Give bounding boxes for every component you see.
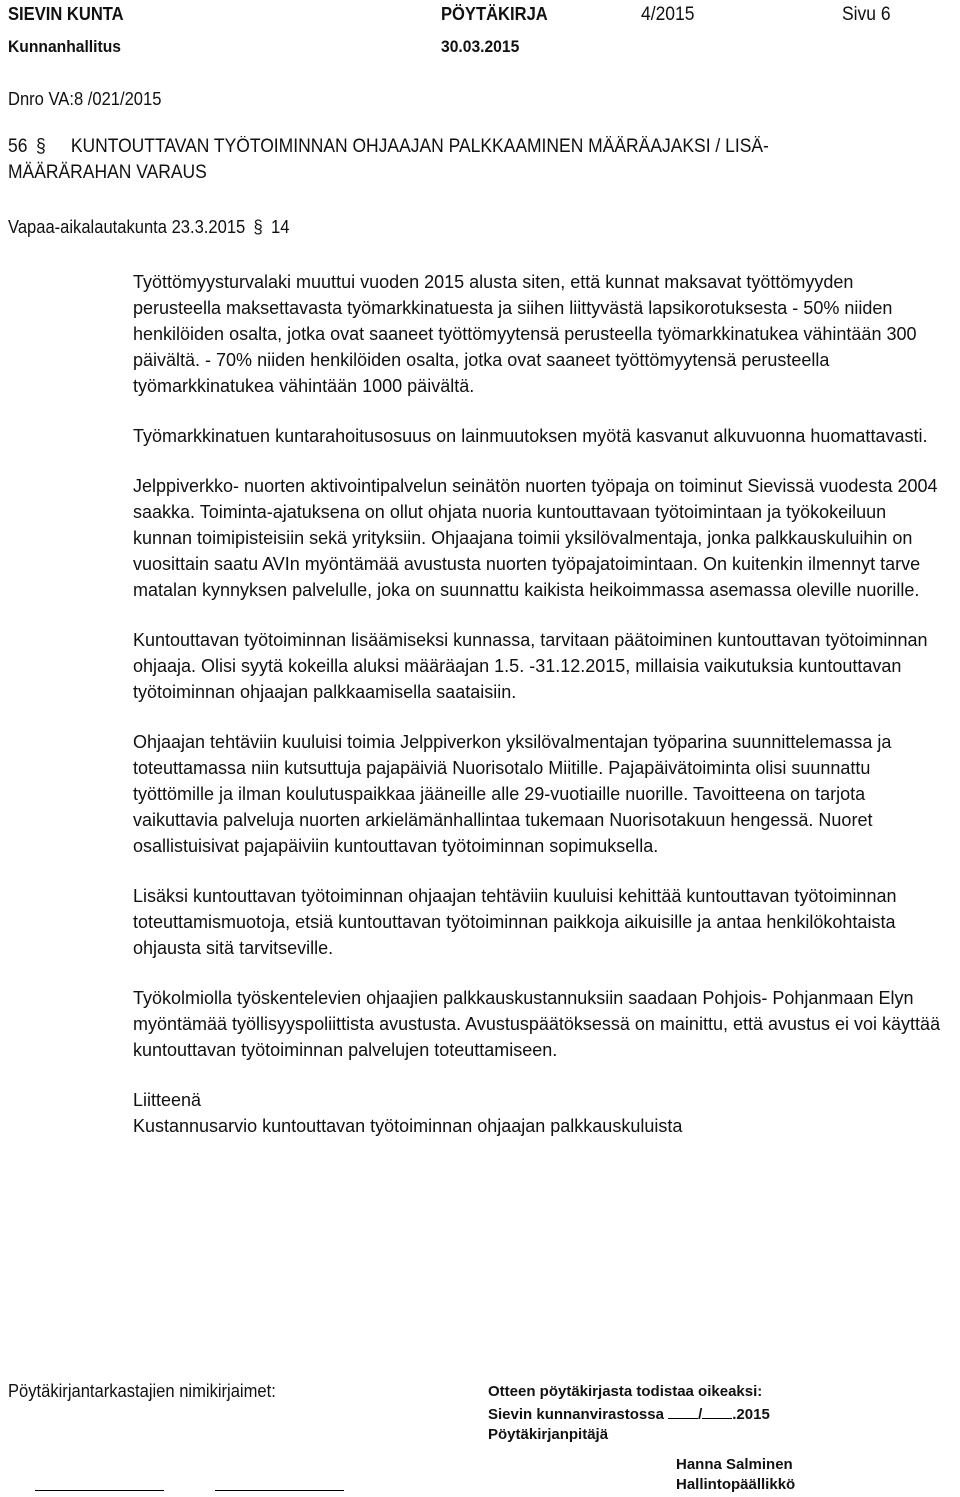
paragraph-7: Työkolmiolla työskentelevien ohjaajien palkkauskustannuksiin saadaan Pohjois- Pohjanmaan Elyn myöntämää työllisyyspoliittista avustusta. Avustuspäätöksessä on mainittu, että avustus ei voi käyttää kuntouttavan työtoiminnan palvelujen toteuttamiseen. bbox=[133, 988, 941, 1060]
paragraph-5: Ohjaajan tehtäviin kuuluisi toimia Jelppiverkon yksilövalmentajan työparina suunnittelemassa ja toteuttamassa niin kutsuttuja pajapäiviä Nuorisotalo Miitille. Pajapäivätoiminta olisi suunnattu työttömille ja ilman koulutuspaikkaa jääneille alle 29-vuotiaille nuorille. Tavoitteena on tarjota vaikuttavia palveluja nuorten arkielämänhallintaa tukemaan Nuorisotakuun hengessä. Nuoret osallistuisivat pajapäiviin kuntouttavan työtoiminnan sopimuksella. bbox=[133, 732, 892, 856]
office-date-line bbox=[488, 1404, 770, 1423]
initials-line-2 bbox=[215, 1490, 344, 1491]
section-title-line-1 bbox=[8, 134, 769, 160]
prior-handling bbox=[8, 217, 289, 238]
municipality-name: SIEVIN KUNTA bbox=[8, 4, 124, 24]
section-heading-line1: KUNTOUTTAVAN TYÖTOIMINNAN OHJAAJAN PALKKAAMINEN MÄÄRÄAJAKSI / LISÄ- bbox=[70, 136, 769, 157]
prior-section-number: 14 bbox=[271, 217, 290, 237]
attachment-heading: Liitteenä bbox=[133, 1090, 202, 1110]
date-separator: / bbox=[698, 1406, 703, 1423]
signer-name: Hanna Salminen bbox=[676, 1456, 793, 1473]
certify-label: Otteen pöytäkirjasta todistaa oikeaksi: bbox=[488, 1383, 763, 1400]
meeting-body: Kunnanhallitus bbox=[8, 37, 121, 56]
checkers-label: Pöytäkirjantarkastajien nimikirjaimet: bbox=[8, 1381, 276, 1401]
attachment-item: Kustannusarvio kuntouttavan työtoiminnan ohjaajan palkkauskuluista bbox=[133, 1116, 683, 1136]
year-suffix: .2015 bbox=[732, 1406, 770, 1423]
day-blank bbox=[668, 1404, 698, 1419]
initials-line-1 bbox=[35, 1490, 164, 1491]
paragraph-6: Lisäksi kuntouttavan työtoiminnan ohjaajan tehtäviin kuuluisi kehittää kuntouttavan työtoiminnan toteuttamismuotoja, etsiä kuntouttavan työtoiminnan paikkoja aikuisille ja antaa henkilökohtaista ohjausta sitä tarvitseville. bbox=[133, 886, 897, 958]
document-number: 4/2015 bbox=[641, 4, 695, 25]
document-reference: Dnro VA:8 /021/2015 bbox=[8, 89, 162, 109]
page-number: Sivu 6 bbox=[842, 4, 891, 25]
paragraph-3: Jelppiverkko- nuorten aktivointipalvelun seinätön nuorten työpaja on toiminut Sievissä vuodesta 2004 saakka. Toiminta-ajatuksena on ollut ohjata nuoria kuntouttavaan työtoimintaan ja työkokeiluun kunnan toimipisteisiin sekä yrityksiin. Ohjaajana toimii yksilövalmentaja, jonka palkkauskuluihin on vuosittain saatu AVIn myöntämää avustusta nuorten työpajatoimintaan. On kuitenkin ilmennyt tarve matalan kynnyksen palvelulle, joka on suunnattu kaikista heikoimmassa asemassa oleville nuorille. bbox=[133, 476, 938, 600]
attachment bbox=[133, 1087, 943, 1139]
meeting-date: 30.03.2015 bbox=[441, 37, 520, 56]
section-number: 56 bbox=[8, 136, 28, 157]
office-prefix: Sievin kunnanvirastossa bbox=[488, 1406, 664, 1423]
section-heading-line2: MÄÄRÄRAHAN VARAUS bbox=[8, 162, 207, 183]
paragraph-4: Kuntouttavan työtoiminnan lisäämiseksi kunnassa, tarvitaan päätoiminen kuntouttavan työtoiminnan ohjaaja. Olisi syytä kokeilla aluksi määräajan 1.5. -31.12.2015, millaisia vaikutuksia kuntouttavan työtoiminnan ohjaajan palkkaamisella saataisiin. bbox=[133, 630, 928, 702]
signer-title: Hallintopäällikkö bbox=[676, 1476, 796, 1493]
paragraph-1 bbox=[133, 269, 943, 399]
paragraph-1-text: Työttömyysturvalaki muuttui vuoden 2015 alusta siten, että kunnat maksavat työttömyyden perusteella maksettavasta työmarkkinatuesta ja siihen liittyvästä lapsikorotuksesta - 50% niiden henkilöiden osalta, jotka ovat saaneet työttömyytensä perusteella työmarkkinatukea vähintään 300 päivältä. - 70% niiden henkilöiden osalta, jotka ovat saaneet työttömyytensä perusteella työmarkkinatukea vähintään 1000 päivältä. bbox=[133, 272, 917, 396]
keeper-label: Pöytäkirjanpitäjä bbox=[488, 1426, 609, 1443]
document-body bbox=[133, 269, 943, 1139]
month-blank bbox=[702, 1404, 732, 1419]
paragraph-2: Työmarkkinatuen kuntarahoitusosuus on lainmuutoksen myötä kasvanut alkuvuonna huomattavasti. bbox=[133, 426, 928, 446]
prior-section-symbol-icon: § bbox=[253, 217, 263, 237]
section-title bbox=[8, 134, 769, 186]
prior-committee-date: Vapaa-aikalautakunta 23.3.2015 bbox=[8, 217, 246, 237]
section-symbol-icon: § bbox=[35, 136, 46, 157]
document-type: PÖYTÄKIRJA bbox=[441, 4, 548, 24]
